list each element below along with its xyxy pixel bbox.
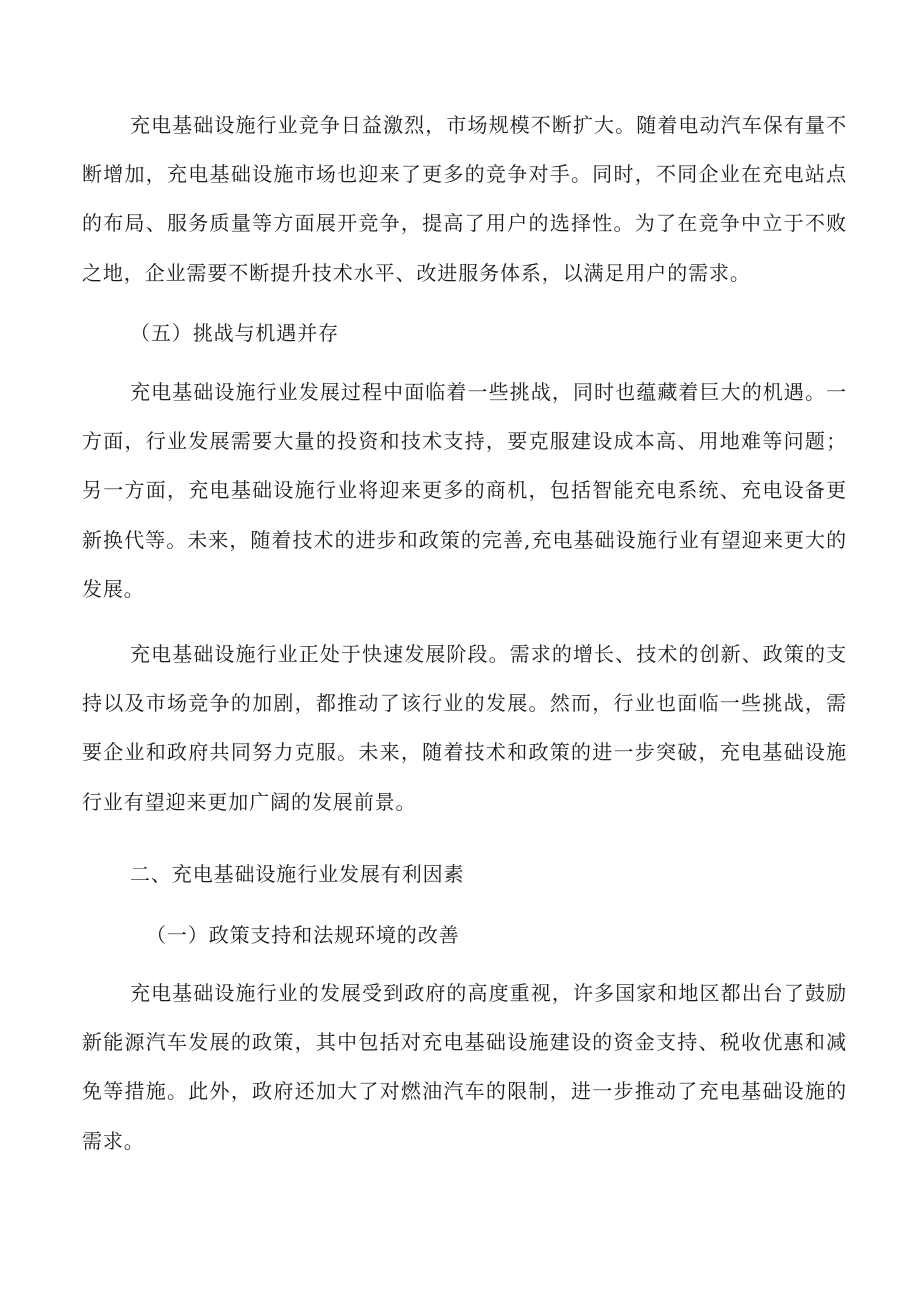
paragraph-competition: 充电基础设施行业竞争日益激烈，市场规模不断扩大。随着电动汽车保有量不断增加，充电基础设施市场也迎来了更多的竞争对手。同时，不同企业在充电站点的布局、服务质量等方面展开竞争，提高了用户的选择性。为了在竞争中立于不败之地，企业需要不断提升技术水平、改进服务体系，以满足用户的需求。 <box>82 113 847 285</box>
subheading-challenges-opportunities: （五）挑战与机遇并存 <box>130 321 339 345</box>
section-heading-favorable-factors: 二、充电基础设施行业发展有利因素 <box>130 862 465 886</box>
subheading-policy-support: （一）政策支持和法规环境的改善 <box>146 923 460 947</box>
paragraph-policy: 充电基础设施行业的发展受到政府的高度重视，许多国家和地区都出台了鼓励新能源汽车发展的政策，其中包括对充电基础设施建设的资金支持、税收优惠和减免等措施。此外，政府还加大了对燃油汽车的限制，进一步推动了充电基础设施的需求。 <box>82 981 847 1153</box>
paragraph-challenges: 充电基础设施行业发展过程中面临着一些挑战，同时也蕴藏着巨大的机遇。一方面，行业发展需要大量的投资和技术支持，要克服建设成本高、用地难等问题；另一方面，充电基础设施行业将迎来更多的商机，包括智能充电系统、充电设备更新换代等。未来，随着技术的进步和政策的完善,充电基础设施行业有望迎来更大的发展。 <box>82 380 847 601</box>
paragraph-summary: 充电基础设施行业正处于快速发展阶段。需求的增长、技术的创新、政策的支持以及市场竞争的加剧，都推动了该行业的发展。然而，行业也面临一些挑战，需要企业和政府共同努力克服。未来，随着技术和政策的进一步突破，充电基础设施行业有望迎来更加广阔的发展前景。 <box>82 642 847 814</box>
